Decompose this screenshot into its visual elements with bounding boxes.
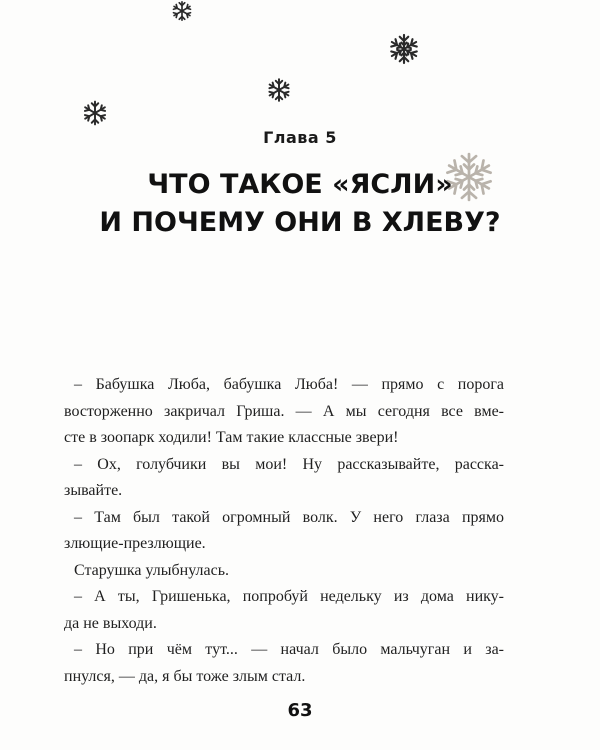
text-line: – Там был такой огромный волк. У него глаза прямо [74,508,504,526]
chapter-label: Глава 5 [263,128,337,147]
chapter-title [0,166,600,242]
snowflake-icon [170,0,194,22]
chapter-title-line: ЧТО ТАКОЕ «ЯСЛИ» [147,169,453,200]
text-line: – Ох, голубчики вы мои! Ну рассказывайте, расска- [74,455,504,473]
text-line: – Но при чём тут... — начал было мальчуган и за- [74,641,504,658]
text-line: зывайте. [64,482,123,499]
snowflake-icon [266,77,292,103]
text-line: Старушка улыбнулась. [74,561,230,579]
page-number: 63 [287,700,313,721]
text-line: – А ты, Гришенька, попробуй недельку из дома нику- [74,588,504,605]
text-line: злющие-презлющие. [64,535,206,552]
text-line: пнулся, — да, я бы тоже злым стал. [64,667,306,685]
text-line: – Бабушка Люба, бабушка Люба! — прямо с порога [74,376,504,393]
body-text [64,372,504,690]
chapter-title-line: И ПОЧЕМУ ОНИ В ХЛЕВУ? [99,207,501,238]
text-line: восторженно закричал Гриша. — А мы сегодня все вме- [64,402,504,420]
snowflake-icon [388,33,420,65]
snowflake-icon [82,98,108,128]
text-line: сте в зоопарк ходили! Там такие классные звери! [64,429,399,446]
text-line: да не выходи. [64,614,157,632]
